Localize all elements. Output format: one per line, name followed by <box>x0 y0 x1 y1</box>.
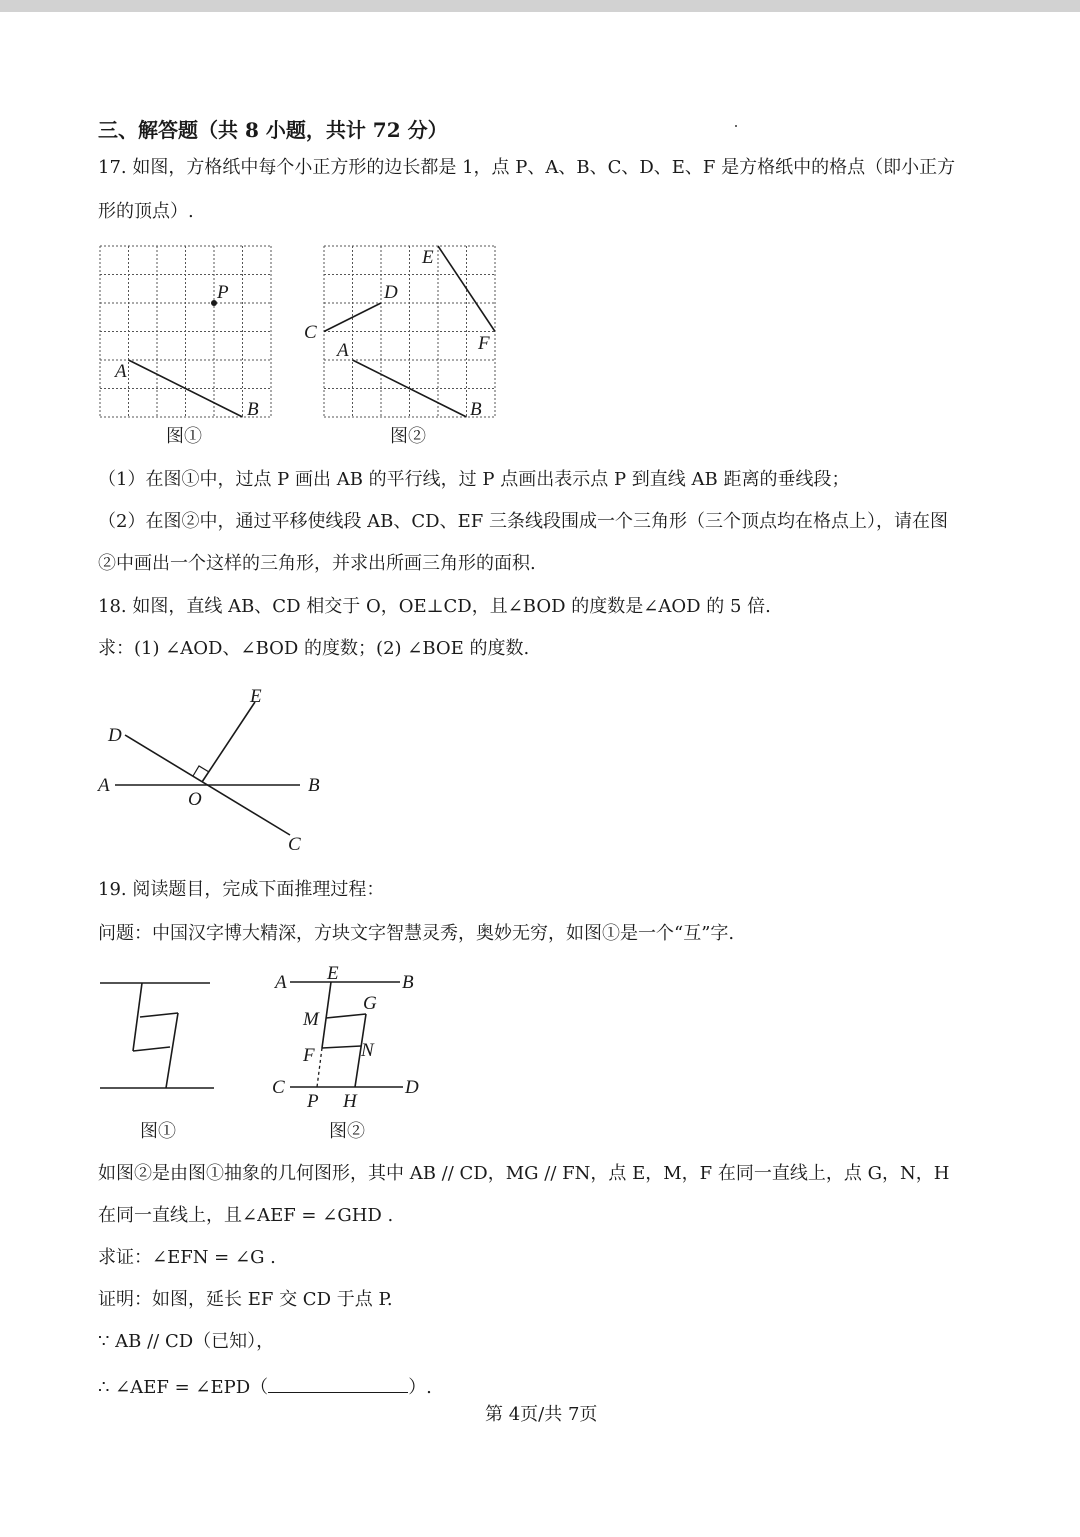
q19-proof-line1: 证明：如图，延长 EF 交 CD 于点 P. <box>98 1289 393 1310</box>
q17-text-line1: 17. 如图，方格纸中每个小正方形的边长都是 1，点 P、A、B、C、D、E、F 是方格纸中的格点（即小正方 <box>98 157 956 178</box>
q18-text-line1: 18. 如图，直线 AB、CD 相交于 O，OE⊥CD，且∠BOD 的度数是∠AOD 的 5 倍. <box>98 596 771 617</box>
extension-FP <box>317 1048 322 1087</box>
q19-fig2-caption: 图② <box>329 1121 365 1142</box>
q19-proof-line3-suffix: ）. <box>408 1377 432 1398</box>
label-C: C <box>288 834 301 855</box>
q19-text-line2: 问题：中国汉字博大精深，方块文字智慧灵秀，奥妙无穷，如图①是一个“互”字. <box>98 923 735 944</box>
middle-top-stroke <box>140 1013 178 1017</box>
stray-dot <box>735 125 737 127</box>
right-stroke <box>166 1013 178 1088</box>
middle-bottom-stroke <box>133 1047 170 1051</box>
grid-1 <box>100 246 271 417</box>
label-B: B <box>247 399 259 420</box>
q19-proof-line3 <box>98 1374 432 1400</box>
q19-text-line1: 19. 阅读题目，完成下面推理过程： <box>98 879 385 900</box>
label-D: D <box>108 725 122 746</box>
q17-fig1-caption: 图① <box>166 426 202 447</box>
label-P: P <box>307 1091 319 1112</box>
answer-blank[interactable] <box>268 1374 408 1393</box>
grid-2 <box>324 246 495 417</box>
label-C: C <box>272 1077 285 1098</box>
top-scroll-bar <box>0 0 1080 12</box>
q19-fig1-caption: 图① <box>140 1121 176 1142</box>
q19-text-3: 如图②是由图①抽象的几何图形，其中 AB // CD，MG // FN，点 E，M，F 在同一直线上，点 G，N，H <box>98 1163 950 1184</box>
q17-fig2-caption: 图② <box>390 426 426 447</box>
label-B: B <box>470 399 482 420</box>
q17-figure-1 <box>90 238 290 452</box>
q18-text-line2: 求：(1) ∠AOD、∠BOD 的度数；(2) ∠BOE 的度数. <box>98 638 530 659</box>
section-title: 三、解答题（共 8 小题，共计 72 分） <box>98 118 448 142</box>
label-A: A <box>337 340 349 361</box>
q17-part2-line2: ②中画出一个这样的三角形，并求出所画三角形的面积. <box>98 553 536 574</box>
label-F: F <box>478 333 490 354</box>
segment-EF <box>322 982 331 1048</box>
label-D: D <box>405 1077 419 1098</box>
label-G: G <box>363 993 377 1014</box>
label-B: B <box>308 775 320 796</box>
ray-OE <box>202 702 255 782</box>
label-E: E <box>327 963 339 984</box>
q19-figure-1 <box>90 965 230 1150</box>
label-P: P <box>217 282 229 303</box>
q17-part2-line1: （2）在图②中，通过平移使线段 AB、CD、EF 三条线段围成一个三角形（三个顶点均在格点上），请在图 <box>98 511 948 532</box>
label-M: M <box>303 1009 319 1030</box>
q17-figure-2 <box>300 238 515 452</box>
q19-text-4: 在同一直线上，且∠AEF = ∠GHD . <box>98 1205 394 1226</box>
label-D: D <box>384 282 398 303</box>
segment-MG <box>326 1014 366 1018</box>
label-A: A <box>115 361 127 382</box>
label-B: B <box>402 972 414 993</box>
q19-proof-line2: ∵ AB // CD（已知）， <box>98 1331 275 1352</box>
label-E: E <box>422 247 434 268</box>
q17-part1: （1）在图①中，过点 P 画出 AB 的平行线，过 P 点画出表示点 P 到直线 AB 距离的垂线段； <box>98 469 850 490</box>
q18-figure <box>90 680 340 860</box>
page-footer: 第 4页/共 7页 <box>485 1404 598 1425</box>
label-F: F <box>303 1045 315 1066</box>
label-O: O <box>188 789 202 810</box>
label-N: N <box>361 1040 374 1061</box>
q17-text-line2: 形的顶点）. <box>98 201 194 222</box>
label-E: E <box>250 686 262 707</box>
q19-prove-statement: 求证：∠EFN = ∠G . <box>98 1247 276 1268</box>
segment-FN <box>322 1046 361 1048</box>
label-A: A <box>275 972 287 993</box>
q19-figure-2 <box>265 960 435 1150</box>
q19-proof-line3-prefix: ∴ ∠AEF = ∠EPD（ <box>98 1377 269 1398</box>
label-H: H <box>343 1091 357 1112</box>
label-A: A <box>98 775 110 796</box>
label-C: C <box>304 322 317 343</box>
